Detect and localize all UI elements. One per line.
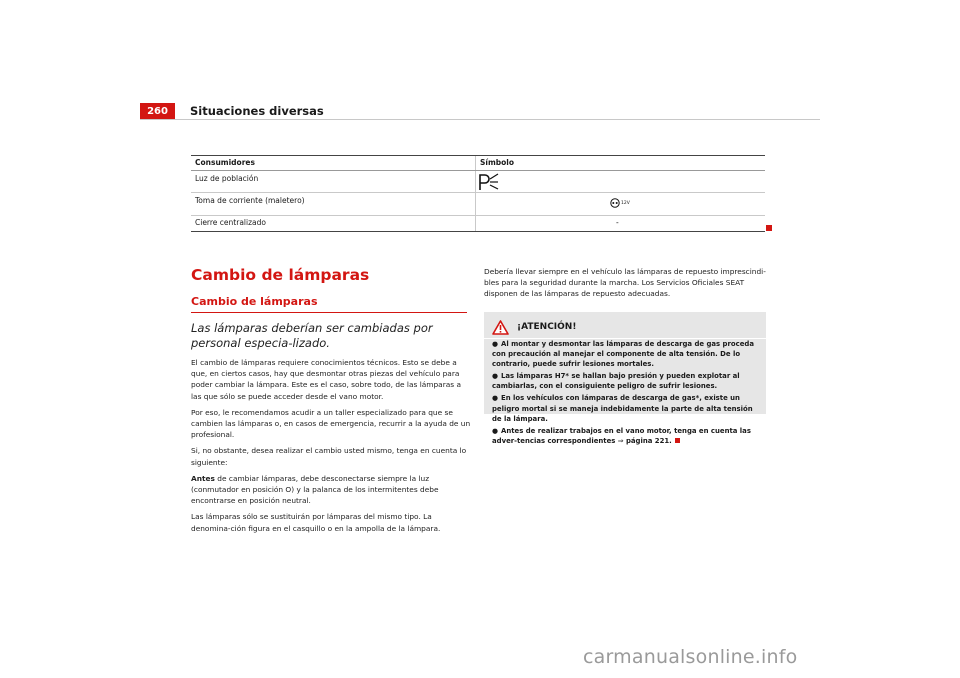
section-title: Situaciones diversas	[190, 104, 324, 118]
body-text-right: Debería llevar siempre en el vehículo las lámparas de repuesto imprescindi-bles para la seguridad durante la marcha. Los Servicios Oficiales SEAT disponen de las lámparas de repuesto adecuadas.	[484, 267, 766, 299]
page-number: 260	[140, 103, 175, 120]
warning-box	[484, 312, 766, 445]
intro-text: Las lámparas deberían ser cambiadas por personal especia-lizado.	[191, 321, 433, 350]
body-text-left	[191, 357, 471, 539]
end-of-section-marker	[675, 438, 680, 443]
paragraph: Las lámparas sólo se sustituirán por lámparas del mismo tipo. La denomina-ción figura en el casquillo o en la ampolla de la lámpara.	[191, 512, 441, 533]
table-row	[191, 216, 765, 231]
column-header-symbol: Símbolo	[480, 158, 515, 167]
chapter-heading: Cambio de lámparas	[191, 266, 370, 284]
antes-text: de cambiar lámparas, debe desconectarse siempre la luz (conmutador en posición O) y la palanca de los intermitentes debe encontrarse en posición neutral.	[191, 473, 439, 506]
section-divider	[191, 312, 467, 313]
warning-list	[492, 339, 762, 448]
paragraph	[191, 473, 471, 507]
warning-item: ● En los vehículos con lámparas de descarga de gas*, existe un peligro mortal si se maneja indebidamente la parte de alta tensión de la lámpara.	[492, 394, 753, 423]
table-row	[191, 171, 765, 193]
section-heading: Cambio de lámparas	[191, 295, 318, 308]
warning-item: ● Al montar y desmontar las lámparas de descarga de gas proceda con precaución al manejar el componente de alta tensión. De lo contrario, puede sufrir lesiones mortales.	[492, 340, 754, 369]
table-header-row	[191, 156, 765, 171]
warning-item: ● Antes de realizar trabajos en el vano motor, tenga en cuenta las adver-tencias correspondientes ⇒ página 221.	[492, 426, 751, 445]
column-header-consumers: Consumidores	[191, 156, 476, 170]
paragraph: Por eso, le recomendamos acudir a un taller especializado para que se cambien las lámparas o, en casos de emergencia, recurrir a la ayuda de un profesional.	[191, 407, 471, 440]
crossref-link[interactable]: página 221.	[623, 436, 672, 445]
end-of-section-marker	[766, 225, 772, 231]
symbol-cell: -	[616, 218, 619, 227]
warning-triangle-icon	[492, 320, 509, 335]
socket-12v-icon: 12V	[610, 198, 630, 208]
consumers-table	[191, 155, 765, 232]
warning-title: ¡ATENCIÓN!	[517, 322, 577, 332]
consumer-cell: Toma de corriente (maletero)	[195, 196, 305, 205]
header-divider	[140, 119, 820, 120]
antes-label: Antes	[191, 473, 215, 483]
consumer-cell: Cierre centralizado	[195, 218, 266, 227]
paragraph: Si, no obstante, desea realizar el cambio usted mismo, tenga en cuenta lo siguiente:	[191, 446, 467, 467]
paragraph: El cambio de lámparas requiere conocimientos técnicos. Esto se debe a que, en ciertos casos, hay que desmontar otras piezas del vehículo para poder cambiar la lámpara. Este es el caso, sobre todo, de las lámparas a las que sólo se puede acceder desde el vano motor.	[191, 358, 461, 401]
crossref-arrow: ⇒	[617, 436, 624, 445]
watermark: carmanualsonline.info	[583, 646, 798, 668]
table-row	[191, 193, 765, 216]
consumer-cell: Luz de población	[195, 174, 259, 183]
parking-light-icon	[478, 173, 500, 191]
warning-item: ● Las lámparas H7* se hallan bajo presión y pueden explotar al cambiarlas, con el consiguiente peligro de sufrir lesiones.	[492, 372, 740, 391]
